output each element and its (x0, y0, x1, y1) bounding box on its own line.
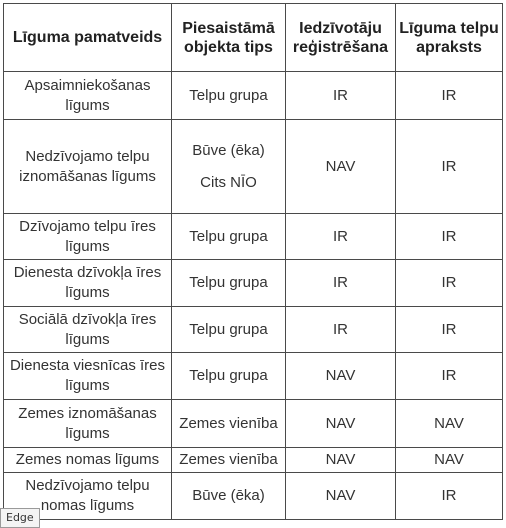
contract-types-table (3, 3, 503, 520)
cell-registration: IR (286, 307, 396, 353)
cell-object-type: Telpu grupa (172, 214, 286, 260)
cell-object-type: Telpu grupa (172, 353, 286, 400)
cell-contract-type: Apsaimniekošanas līgums (4, 72, 172, 120)
cell-registration: IR (286, 214, 396, 260)
cell-registration: IR (286, 72, 396, 120)
header-object-type: Piesaistāmā objekta tips (172, 4, 286, 72)
cell-registration: NAV (286, 120, 396, 214)
cell-object-type: Telpu grupa (172, 307, 286, 353)
cell-registration: NAV (286, 353, 396, 400)
cell-registration: IR (286, 260, 396, 307)
cell-description: NAV (396, 400, 503, 448)
object-type-line: Cits NĪO (200, 173, 257, 191)
cell-description: IR (396, 473, 503, 520)
cell-registration: NAV (286, 400, 396, 448)
cell-contract-type: Zemes iznomāšanas līgums (4, 400, 172, 448)
cell-object-type: Telpu grupa (172, 72, 286, 120)
cell-description: NAV (396, 448, 503, 473)
cell-description: IR (396, 120, 503, 214)
cell-contract-type: Nedzīvojamo telpu iznomāšanas līgums (4, 120, 172, 214)
cell-description: IR (396, 260, 503, 307)
edge-tooltip: Edge (0, 508, 40, 528)
table-header-row (4, 4, 503, 72)
cell-object-type: Zemes vienība (172, 448, 286, 473)
header-premises-description: Līguma telpu apraksts (396, 4, 503, 72)
cell-contract-type: Nedzīvojamo telpu nomas līgums (4, 473, 172, 520)
table-row (4, 353, 503, 400)
table-row (4, 72, 503, 120)
cell-registration: NAV (286, 473, 396, 520)
cell-object-type: Būve (ēka) (172, 473, 286, 520)
cell-contract-type: Zemes nomas līgums (4, 448, 172, 473)
cell-description: IR (396, 72, 503, 120)
table-row (4, 260, 503, 307)
cell-object-type (172, 120, 286, 214)
cell-description: IR (396, 214, 503, 260)
table-row (4, 120, 503, 214)
table-row (4, 473, 503, 520)
cell-contract-type: Dienesta dzīvokļa īres līgums (4, 260, 172, 307)
cell-contract-type: Sociālā dzīvokļa īres līgums (4, 307, 172, 353)
cell-contract-type: Dzīvojamo telpu īres līgums (4, 214, 172, 260)
table-row (4, 214, 503, 260)
header-contract-type: Līguma pamatveids (4, 4, 172, 72)
cell-description: IR (396, 353, 503, 400)
cell-object-type: Zemes vienība (172, 400, 286, 448)
cell-description: IR (396, 307, 503, 353)
table-row (4, 400, 503, 448)
header-resident-registration: Iedzīvotāju reģistrēšana (286, 4, 396, 72)
table-row (4, 307, 503, 353)
cell-object-type: Telpu grupa (172, 260, 286, 307)
cell-registration: NAV (286, 448, 396, 473)
object-type-line: Būve (ēka) (192, 141, 265, 159)
cell-contract-type: Dienesta viesnīcas īres līgums (4, 353, 172, 400)
table-row (4, 448, 503, 473)
